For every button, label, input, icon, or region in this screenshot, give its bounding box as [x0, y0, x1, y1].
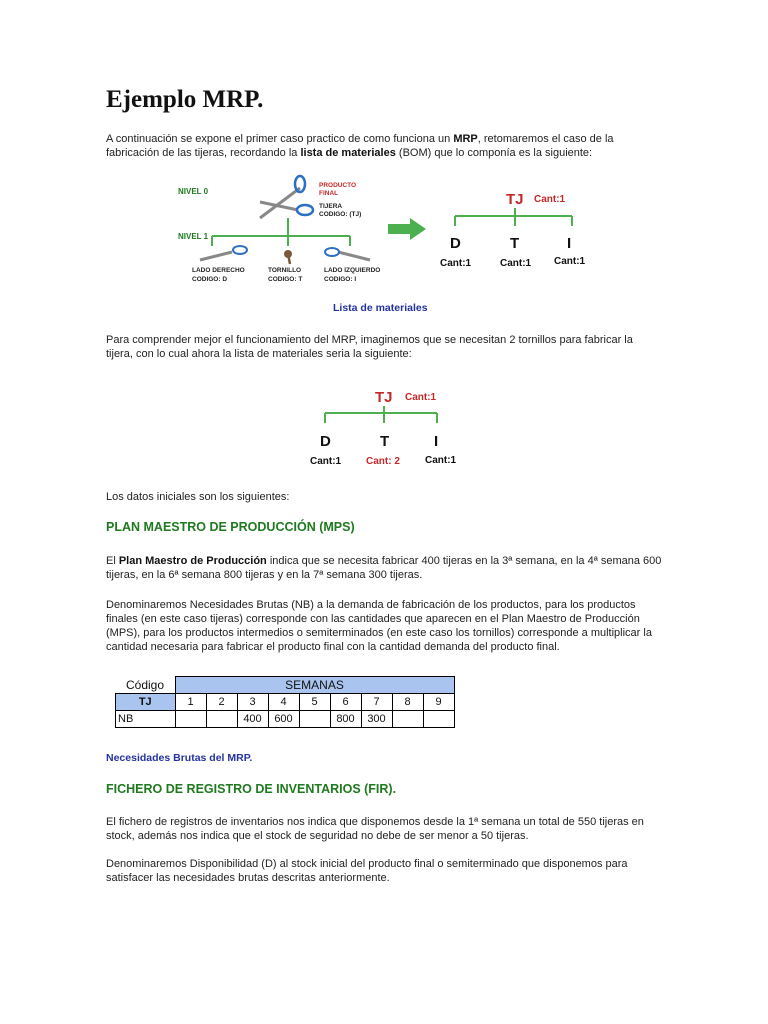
tornillo-label: TORNILLO: [268, 267, 302, 274]
tree2-child-d: D: [320, 433, 331, 450]
nb-value-cell: 600: [268, 711, 299, 728]
intro-text-2: , retomaremos el caso de la fabricación de las tijeras, recordando la: [106, 133, 614, 159]
week-cell: 1: [175, 694, 206, 711]
tornillo-code: CODIGO: T: [268, 276, 303, 283]
lado-izquierdo-label: LADO IZQUIERDO: [324, 267, 381, 274]
nivel0-label: NIVEL 0: [178, 187, 209, 196]
nb-value-cell: [206, 711, 237, 728]
lado-derecho-code: CODIGO: D: [192, 276, 228, 283]
intro-paragraph: [106, 132, 662, 160]
producto-final-label-2: FINAL: [319, 190, 339, 197]
nb-value-cell: [175, 711, 206, 728]
week-cell: 5: [299, 694, 330, 711]
week-cell: 8: [392, 694, 423, 711]
tree2-child-t: T: [380, 433, 390, 450]
intro-bold-bom: lista de materiales: [300, 147, 396, 159]
week-cell: 7: [361, 694, 392, 711]
intro-bold-mrp: MRP: [453, 133, 478, 145]
tree2-child-i: I: [434, 433, 439, 450]
paragraph-4: [106, 554, 662, 582]
paragraph-2: Para comprender mejor el funcionamiento del MRP, imaginemos que se necesitan 2 tornillos para fabricar la tijera, con lo cual ahora la lista de materiales seria la siguiente:: [106, 334, 633, 360]
nb-value-cell: 300: [361, 711, 392, 728]
bom-tree-figure: [300, 380, 480, 472]
figure1-caption: Lista de materiales: [333, 302, 428, 314]
tree1-cant-d: Cant:1: [440, 258, 472, 269]
paragraph-5: Denominaremos Necesidades Brutas (NB) a la demanda de fabricación de los productos, para los productos finales (en este caso tijeras) corresponde con las cantidades que aparecen en el Plan Maestro de Producción (MPS), para los productos intermedios o semiterminados (en este caso los tornillos) corresponde a multiplicar la cantidad necesaria para fabricar el producto final con la cantidad demanda del producto final.: [106, 599, 652, 653]
right-arrow-icon: [388, 218, 426, 240]
tree1-cant-i: Cant:1: [554, 256, 586, 267]
tree1-child-i: I: [567, 235, 572, 252]
nivel1-label: NIVEL 1: [178, 232, 209, 241]
nb-label-cell: NB: [116, 711, 176, 728]
intro-text-1: A continuación se expone el primer caso practico de como funciona un: [106, 133, 454, 145]
tree1-root-cant: Cant:1: [534, 194, 566, 205]
para4-text-2: indica que se necesita fabricar 400 tijeras en la 3ª semana, en la 4ª semana 600 tijeras, en la 6ª semana 800 tijeras y en la 7ª semana 300 tijeras.: [106, 555, 662, 581]
screw-icon: [284, 250, 292, 264]
nb-value-cell: [299, 711, 330, 728]
producto-final-label: PRODUCTO: [319, 182, 357, 189]
paragraph-3: Los datos iniciales son los siguientes:: [106, 491, 290, 503]
heading-mps: PLAN MAESTRO DE PRODUCCIÓN (MPS): [106, 520, 355, 534]
table-nb-row: [116, 711, 455, 728]
para4-text-1: El: [106, 555, 119, 567]
tree2-cant-d: Cant:1: [310, 456, 342, 467]
paragraph-7: Denominaremos Disponibilidad (D) al stock inicial del producto final o semiterminado que disponemos para satisfacer las necesidades brutas descritas anteriormente.: [106, 858, 628, 884]
para4-bold: Plan Maestro de Producción: [118, 555, 267, 567]
tree1-cant-t: Cant:1: [500, 258, 532, 269]
paragraph-6: El fichero de registros de inventarios nos indica que disponemos desde la 1ª semana un total de 550 tijeras en stock, además nos indica que el stock de seguridad no debe de ser menor a 50 tijeras.: [106, 816, 644, 842]
page-title: Ejemplo MRP.: [106, 86, 264, 113]
week-cell: 3: [237, 694, 268, 711]
lado-derecho-label: LADO DERECHO: [192, 267, 245, 274]
intro-text-3: (BOM) que lo componía es la siguiente:: [395, 147, 593, 159]
heading-fir: FICHERO DE REGISTRO DE INVENTARIOS (FIR).: [106, 782, 397, 796]
table-caption: Necesidades Brutas del MRP.: [106, 752, 253, 764]
semanas-header: SEMANAS: [175, 677, 454, 694]
nb-value-cell: [392, 711, 423, 728]
tree2-root-cant: Cant:1: [405, 392, 437, 403]
tree1-child-t: T: [510, 235, 520, 252]
scissors-icon: [260, 176, 313, 218]
codigo-header: Código: [125, 677, 165, 692]
week-cell: 2: [206, 694, 237, 711]
bom-figure: [160, 168, 610, 292]
left-blade-icon: [325, 248, 370, 260]
week-cell: 9: [423, 694, 454, 711]
nb-value-cell: 800: [330, 711, 361, 728]
tree2-root: TJ: [375, 389, 393, 406]
nb-value-cell: [423, 711, 454, 728]
week-cell: 6: [330, 694, 361, 711]
table-header-row: [116, 677, 455, 694]
table-weeks-row: [116, 694, 455, 711]
tree1-root: TJ: [506, 191, 524, 208]
tijera-label: TIJERA: [319, 203, 343, 210]
week-cell: 4: [268, 694, 299, 711]
tree2-cant-t: Cant: 2: [366, 456, 400, 467]
tree1-child-d: D: [450, 235, 461, 252]
right-blade-icon: [200, 246, 247, 260]
nb-value-cell: 400: [237, 711, 268, 728]
tree2-cant-i: Cant:1: [425, 455, 457, 466]
mrp-table: [115, 676, 455, 728]
tijera-code-label: CODIGO: (TJ): [319, 211, 362, 218]
item-code-cell: TJ: [116, 694, 176, 711]
lado-izquierdo-code: CODIGO: I: [324, 276, 357, 283]
